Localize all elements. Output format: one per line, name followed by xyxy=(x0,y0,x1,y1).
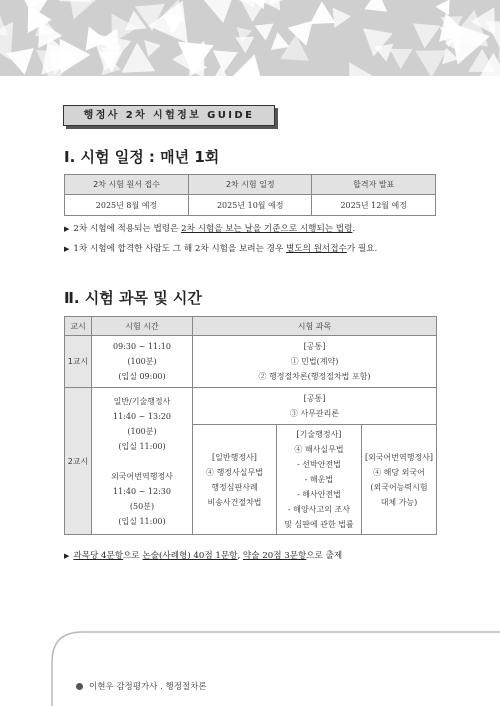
pattern-triangle xyxy=(271,32,290,50)
pattern-triangle xyxy=(310,1,336,24)
section1-heading: Ⅰ. 시험 일정 : 매년 1회 xyxy=(64,148,220,166)
period-1-label: 1교시 xyxy=(65,336,92,388)
header-exam-subjects: 시험 과목 xyxy=(193,317,437,336)
pattern-triangle xyxy=(349,62,377,76)
pattern-triangle xyxy=(213,50,238,73)
period-2-common-subjects: [공통] ③ 사무관리론 xyxy=(193,388,437,425)
pattern-triangle xyxy=(413,23,441,48)
period-1-subjects: [공통] ① 민법(계약) ② 행정절차론(행정절차법 포함) xyxy=(193,336,437,388)
general-admin-subjects: [일반행정사] ④ 행정사실무법 행정심판사례 비송사건절차법 xyxy=(193,425,277,535)
pattern-triangle xyxy=(333,8,352,28)
triangle-pattern xyxy=(0,0,500,76)
bullet-question-format: ▶ 과목당 4문항으로 논술(사례형) 40점 1문항, 약술 20점 3문항으로 출제 xyxy=(64,551,343,561)
pattern-triangle xyxy=(389,49,412,69)
pattern-triangle xyxy=(364,0,387,12)
bullet-applicable-law: ▶ 2차 시험에 적용되는 법령은 2차 시험을 보는 날을 기준으로 시행되는 법령. xyxy=(64,224,356,234)
period-2-time: 일반/기술행정사 11:40 ~ 13:20 (100분) (입실 11:00) 외국어번역행정사 11:40 ~ 12:30 (50분) (입실 11:00) xyxy=(92,388,193,535)
underlined-application-text: 별도의 원서접수 xyxy=(285,244,347,254)
pattern-triangle xyxy=(255,24,274,41)
subjects-table xyxy=(64,316,437,535)
pattern-triangle xyxy=(66,0,105,19)
pattern-triangle xyxy=(196,0,238,23)
schedule-value-exam-date: 2025년 10월 예정 xyxy=(189,195,312,216)
pattern-triangle xyxy=(415,50,446,76)
header-exam-time: 시험 시간 xyxy=(92,317,193,336)
foreign-translation-subjects: [외국어번역행정사] ④ 해당 외국어 (외국어능력시험 대체 가능) xyxy=(362,425,437,535)
pattern-triangle xyxy=(235,37,254,54)
bullet-dot-icon xyxy=(76,683,83,690)
triangle-bullet-icon: ▶ xyxy=(64,552,70,560)
schedule-value-application: 2025년 8월 예정 xyxy=(65,195,189,216)
schedule-header-application: 2차 시험 원서 접수 xyxy=(65,175,189,195)
pattern-triangle xyxy=(211,66,232,76)
pattern-triangle xyxy=(144,40,161,57)
schedule-header-announcement: 합격자 발표 xyxy=(312,175,436,195)
bullet-separate-application: ▶ 1차 시험에 합격한 사람도 그 해 2차 시험을 보려는 경우 별도의 원서접수가 필요. xyxy=(64,244,378,254)
header-pattern-banner xyxy=(0,0,500,76)
technical-admin-subjects: [기술행정사] ④ 해사실무법 - 선박안전법 - 해운법 - 해사안전법 - 해양사고의 조사 및 심판에 관한 법률 xyxy=(277,425,362,535)
triangle-bullet-icon: ▶ xyxy=(64,225,70,233)
header-period: 교시 xyxy=(65,317,92,336)
triangle-bullet-icon: ▶ xyxy=(64,245,70,253)
period-2-label: 2교시 xyxy=(65,388,92,535)
guide-title-box: 행정사 2차 시험정보 GUIDE xyxy=(63,105,275,126)
pattern-triangle xyxy=(230,54,263,76)
footer-curve xyxy=(0,620,500,706)
schedule-header-exam-date: 2차 시험 일정 xyxy=(189,175,312,195)
section2-heading: Ⅱ. 시험 과목 및 시간 xyxy=(64,289,202,307)
period-1-time: 09:30 ~ 11:10 (100분) (입실 09:00) xyxy=(92,336,193,388)
footer-text: 이현우 감정평가사 . 행정절차론 xyxy=(76,680,207,692)
pattern-triangle xyxy=(436,0,450,15)
schedule-table xyxy=(64,174,436,216)
underlined-law-text: 2차 시험을 보는 날을 기준으로 시행되는 법령 xyxy=(181,224,353,234)
schedule-value-announcement: 2025년 12월 예정 xyxy=(312,195,436,216)
